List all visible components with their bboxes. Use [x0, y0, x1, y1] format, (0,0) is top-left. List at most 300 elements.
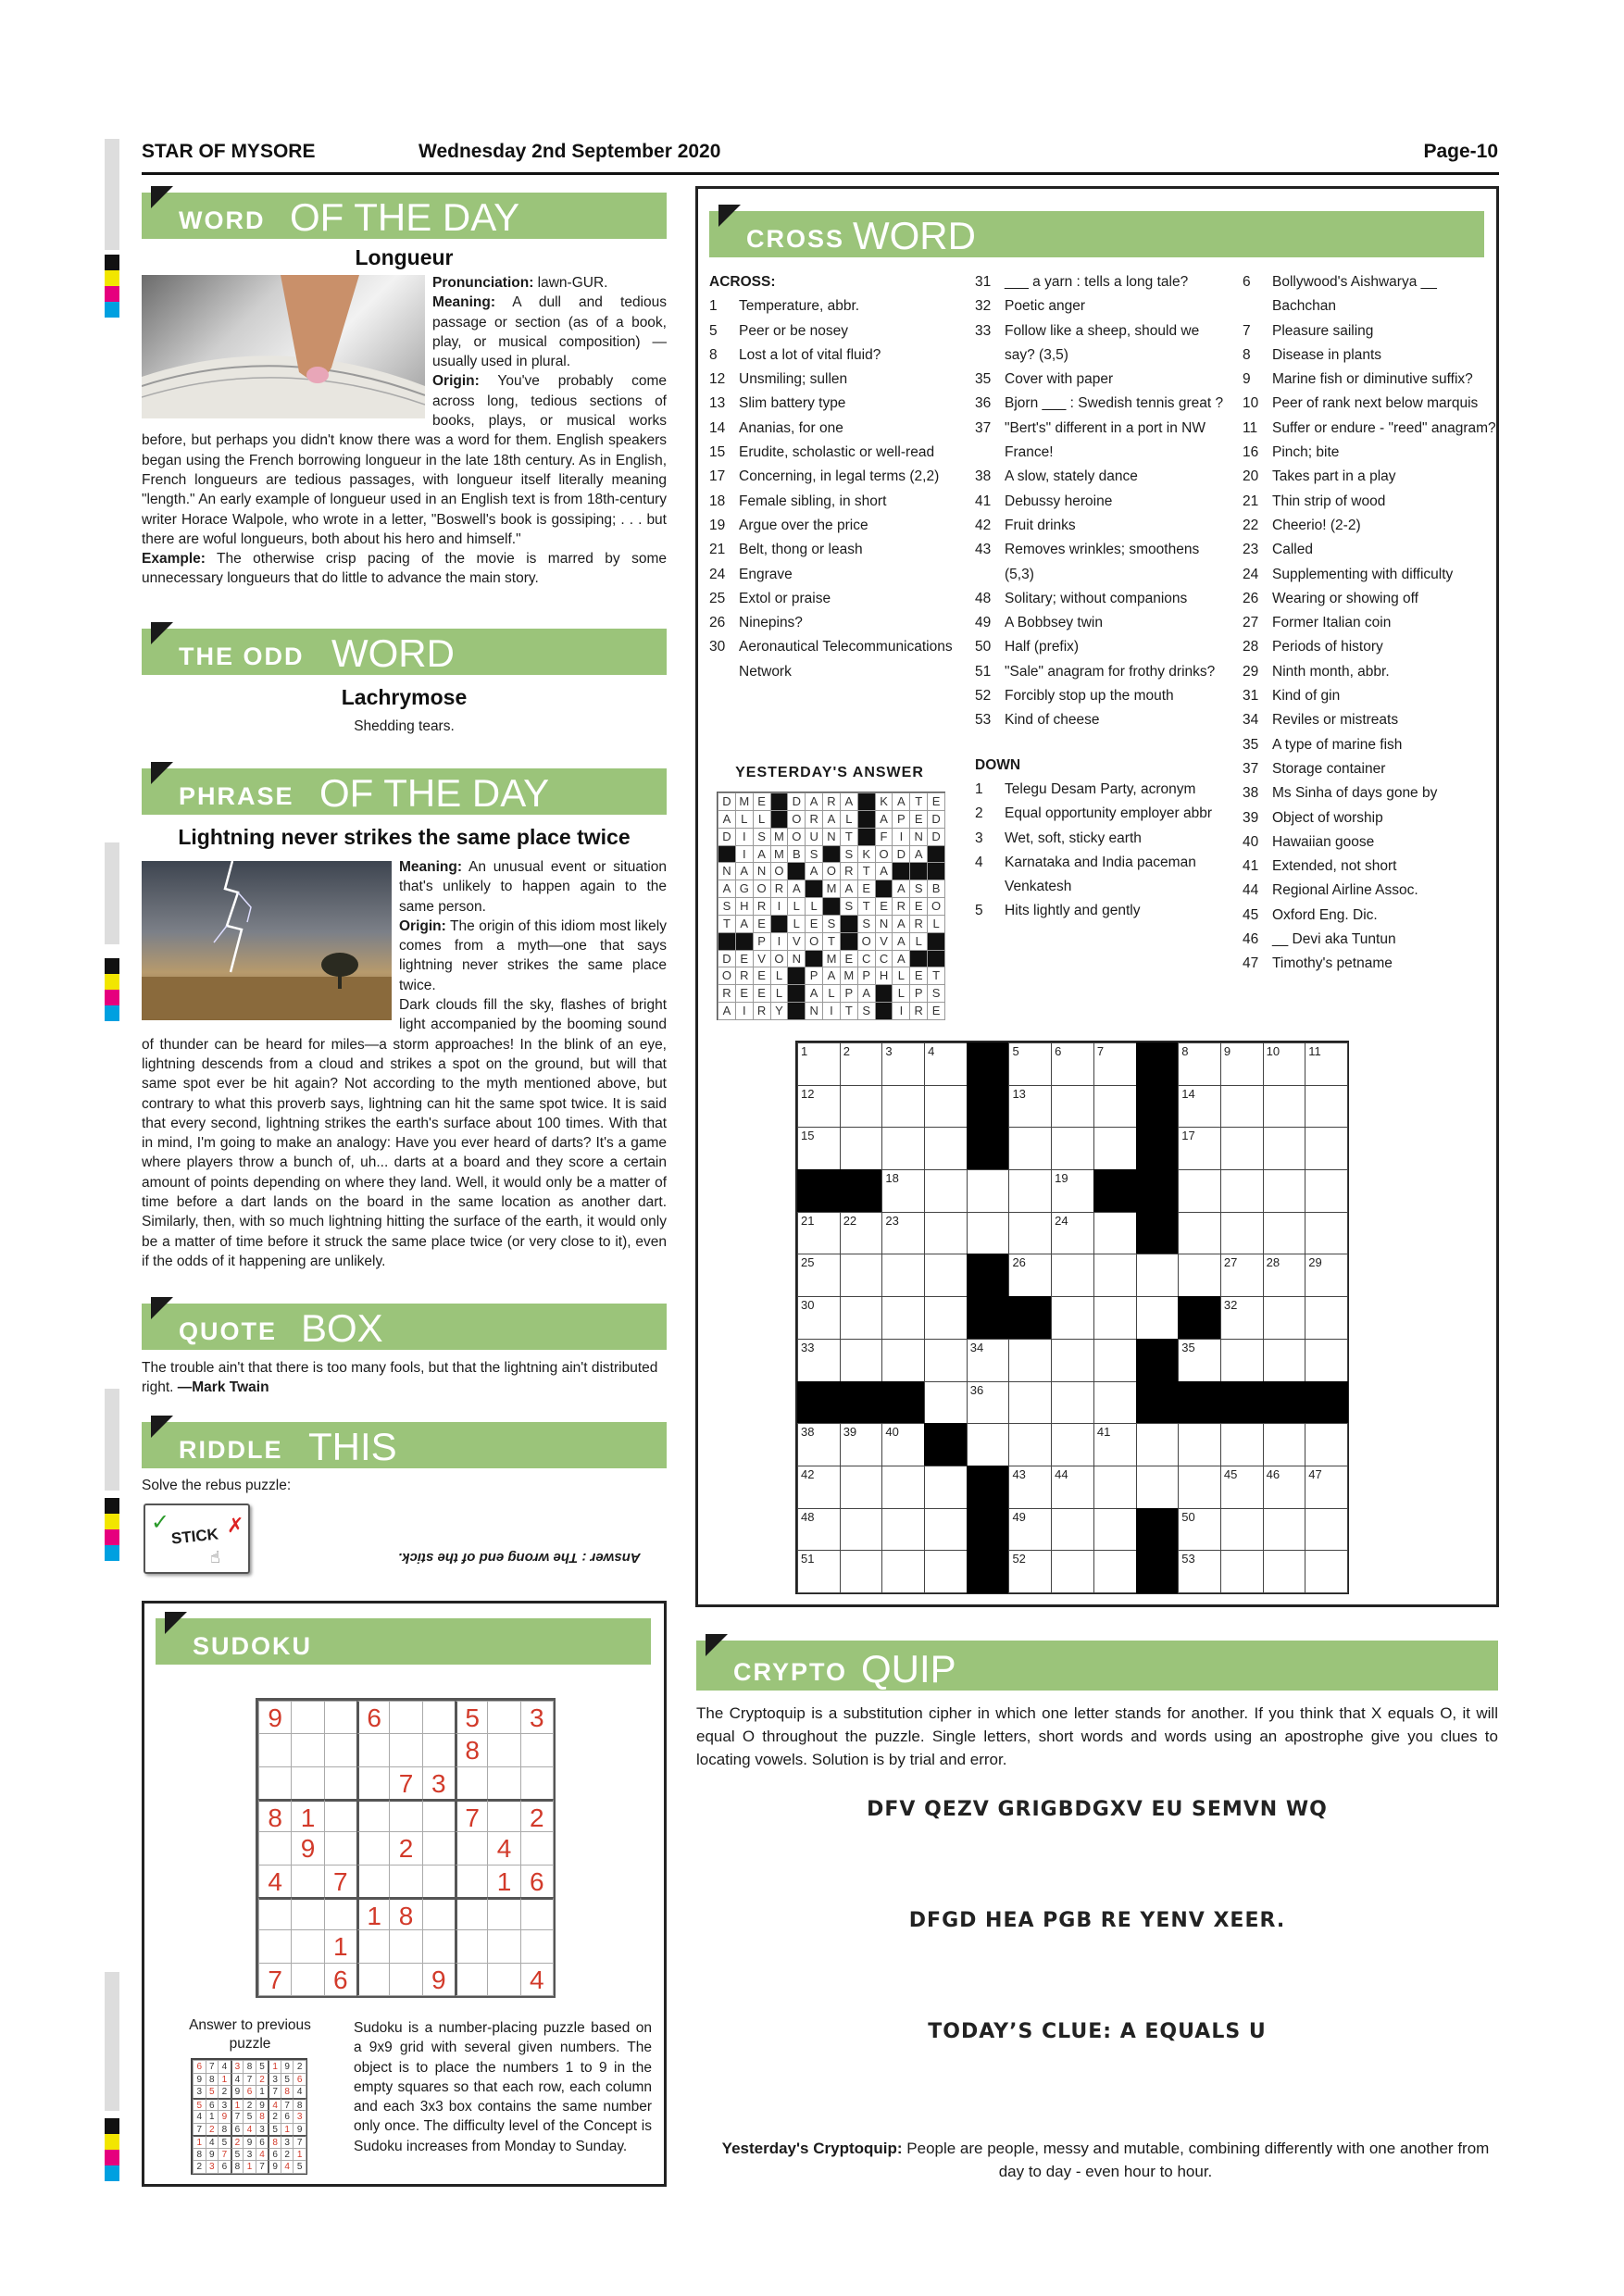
- crossword-cell[interactable]: [1220, 1423, 1264, 1466]
- clue-item: [1243, 563, 1497, 587]
- crossword-cell[interactable]: [797, 1127, 841, 1170]
- sudoku-cell[interactable]: [455, 1865, 488, 1898]
- crossword-cell[interactable]: [924, 1254, 968, 1297]
- clue-number: 22: [1243, 517, 1259, 533]
- crossword-cell[interactable]: [797, 1085, 841, 1129]
- clue-number: 12: [709, 371, 726, 388]
- crossword-cell[interactable]: [1008, 1254, 1052, 1297]
- crossword-cell[interactable]: [797, 1296, 841, 1340]
- black-cell: [1136, 1550, 1180, 1593]
- crossword-cell[interactable]: [1305, 1550, 1348, 1593]
- sudoku-cell[interactable]: [422, 1701, 456, 1734]
- crossword-cell[interactable]: [924, 1085, 968, 1129]
- crossword-cell[interactable]: [797, 1254, 841, 1297]
- cell-number: 17: [1181, 1129, 1195, 1143]
- crossword-cell[interactable]: [1093, 1466, 1137, 1509]
- previous-sudoku-cell: 9: [218, 2110, 231, 2124]
- sudoku-cell: 2: [389, 1831, 422, 1865]
- sudoku-cell[interactable]: [356, 1766, 390, 1800]
- crossword-cell[interactable]: [881, 1127, 925, 1170]
- answer-cell: U: [805, 828, 823, 846]
- sudoku-cell[interactable]: [422, 1831, 456, 1865]
- crossword-cell[interactable]: [1051, 1381, 1094, 1425]
- crossword-cell[interactable]: [1178, 1466, 1221, 1509]
- crossword-cell[interactable]: [967, 1423, 1010, 1466]
- crossword-cell[interactable]: [1051, 1508, 1094, 1552]
- clue-number: 1: [709, 298, 718, 315]
- sudoku-cell[interactable]: [291, 1733, 324, 1766]
- crossword-cell[interactable]: [881, 1296, 925, 1340]
- sudoku-cell[interactable]: [324, 1733, 357, 1766]
- black-cell: [967, 1254, 1010, 1297]
- crossword-cell[interactable]: [881, 1254, 925, 1297]
- clue-text: Equal opportunity employer abbr: [1005, 805, 1213, 822]
- crossword-cell[interactable]: [1093, 1381, 1137, 1425]
- crossword-cell[interactable]: [881, 1212, 925, 1255]
- crossword-cell[interactable]: [840, 1508, 883, 1552]
- previous-sudoku-cell: 9: [206, 2148, 219, 2162]
- page-number: Page-10: [1423, 141, 1498, 162]
- crossword-cell[interactable]: [1051, 1127, 1094, 1170]
- crossword-cell[interactable]: [797, 1466, 841, 1509]
- sudoku-cell[interactable]: [455, 1897, 488, 1930]
- crossword-cell[interactable]: [967, 1381, 1010, 1425]
- sudoku-cell[interactable]: [258, 1897, 292, 1930]
- crossword-cell[interactable]: [1093, 1127, 1137, 1170]
- text: A dull and tedious passage or section (as of a book, play, or musical composition) — usually used in plural.: [432, 294, 667, 370]
- crossword-cell[interactable]: [1263, 1042, 1306, 1086]
- registration-swatch: [105, 1529, 119, 1545]
- clue-item: [975, 899, 1225, 923]
- crossword-cell[interactable]: [1220, 1466, 1264, 1509]
- sudoku-cell[interactable]: [356, 1963, 390, 1996]
- crossword-cell[interactable]: [1051, 1339, 1094, 1382]
- crossword-cell[interactable]: [1093, 1085, 1137, 1129]
- sudoku-cell[interactable]: [487, 1733, 520, 1766]
- answer-cell: E: [753, 984, 771, 1003]
- text: The trouble ain't that there is too many fools, but that the lightning ain't distributed right.: [142, 1360, 658, 1396]
- previous-sudoku-grid: [191, 2058, 307, 2175]
- crossword-cell[interactable]: [1178, 1423, 1221, 1466]
- registration-swatch: [105, 2118, 119, 2134]
- crossword-cell[interactable]: [1220, 1042, 1264, 1086]
- band-title-light: QUIP: [861, 1647, 956, 1691]
- crossword-cell[interactable]: [1008, 1339, 1052, 1382]
- clue-text: Poetic anger: [1005, 298, 1086, 315]
- crossword-cell[interactable]: [1008, 1169, 1052, 1213]
- crossword-cell[interactable]: [924, 1296, 968, 1340]
- crossword-cell[interactable]: [1220, 1550, 1264, 1593]
- sudoku-cell[interactable]: [291, 1701, 324, 1734]
- crossword-cell[interactable]: [1305, 1169, 1348, 1213]
- answer-cell: E: [909, 810, 928, 829]
- sudoku-cell[interactable]: [422, 1897, 456, 1930]
- crossword-cell[interactable]: [1178, 1254, 1221, 1297]
- crossword-cell[interactable]: [1093, 1550, 1137, 1593]
- black-cell: [875, 880, 893, 898]
- answer-cell: K: [857, 845, 876, 864]
- clue-text: Periods of history: [1272, 639, 1383, 655]
- black-cell: [857, 828, 876, 846]
- crossword-cell[interactable]: [840, 1254, 883, 1297]
- crossword-cell[interactable]: [881, 1169, 925, 1213]
- answer-cell: A: [840, 792, 858, 811]
- answer-cell: O: [770, 862, 789, 880]
- crossword-cell[interactable]: [1305, 1254, 1348, 1297]
- crossword-cell[interactable]: [924, 1339, 968, 1382]
- cell-number: 25: [801, 1255, 815, 1270]
- clue-item: [1243, 952, 1497, 976]
- sudoku-cell[interactable]: [324, 1701, 357, 1734]
- crossword-cell[interactable]: [840, 1466, 883, 1509]
- crossword-cell[interactable]: [1051, 1254, 1094, 1297]
- crossword-cell[interactable]: [1093, 1423, 1137, 1466]
- clue-text: Ninepins?: [739, 615, 803, 631]
- crossword-cell[interactable]: [1263, 1423, 1306, 1466]
- sudoku-cell[interactable]: [520, 1897, 554, 1930]
- cell-number: 51: [801, 1552, 815, 1566]
- previous-sudoku-cell: 2: [268, 2110, 281, 2124]
- sudoku-cell: 9: [258, 1701, 292, 1734]
- crossword-cell[interactable]: [924, 1550, 968, 1593]
- clue-item: [709, 392, 964, 416]
- crossword-cell[interactable]: [881, 1042, 925, 1086]
- crossword-cell[interactable]: [840, 1042, 883, 1086]
- clue-number: 15: [709, 444, 726, 461]
- crossword-cell[interactable]: [1220, 1169, 1264, 1213]
- sudoku-cell[interactable]: [389, 1701, 422, 1734]
- crossword-cell[interactable]: [1305, 1085, 1348, 1129]
- crossword-cell[interactable]: [881, 1085, 925, 1129]
- cell-number: 47: [1308, 1466, 1322, 1481]
- crossword-cell[interactable]: [1093, 1042, 1137, 1086]
- sudoku-cell[interactable]: [324, 1799, 357, 1832]
- crossword-cell[interactable]: [1263, 1169, 1306, 1213]
- crossword-cell[interactable]: [1051, 1550, 1094, 1593]
- sudoku-cell[interactable]: [455, 1963, 488, 1996]
- crossword-cell[interactable]: [1263, 1296, 1306, 1340]
- sudoku-cell[interactable]: [487, 1766, 520, 1800]
- crossword-cell[interactable]: [1178, 1042, 1221, 1086]
- clue-number: 32: [975, 298, 992, 315]
- clue-number: 11: [1243, 419, 1258, 436]
- crossword-cell[interactable]: [1178, 1339, 1221, 1382]
- sudoku-cell[interactable]: [291, 1766, 324, 1800]
- cell-number: 49: [1012, 1509, 1026, 1524]
- crossword-cell[interactable]: [1263, 1254, 1306, 1297]
- crossword-cell[interactable]: [1093, 1296, 1137, 1340]
- crossword-cell[interactable]: [1178, 1508, 1221, 1552]
- clue-number: 26: [1243, 590, 1259, 606]
- word-definition: [142, 273, 667, 589]
- clue-item: [1243, 879, 1497, 903]
- sudoku-cell[interactable]: [487, 1897, 520, 1930]
- clue-item: [709, 587, 964, 611]
- answer-cell: R: [840, 862, 858, 880]
- crossword-cell[interactable]: [840, 1296, 883, 1340]
- crossword-cell[interactable]: [1093, 1508, 1137, 1552]
- sudoku-cell[interactable]: [258, 1929, 292, 1963]
- cell-number: 30: [801, 1298, 815, 1313]
- crossword-cell[interactable]: [1008, 1550, 1052, 1593]
- sudoku-cell[interactable]: [291, 1865, 324, 1898]
- crossword-cell[interactable]: [797, 1550, 841, 1593]
- crossword-cell[interactable]: [1220, 1127, 1264, 1170]
- crossword-cell[interactable]: [1093, 1339, 1137, 1382]
- crossword-cell[interactable]: [1220, 1296, 1264, 1340]
- crossword-cell[interactable]: [1305, 1466, 1348, 1509]
- crossword-cell[interactable]: [1136, 1466, 1180, 1509]
- sudoku-cell[interactable]: [520, 1929, 554, 1963]
- previous-sudoku-cell: 7: [256, 2160, 269, 2174]
- crossword-cell[interactable]: [1305, 1339, 1348, 1382]
- crossword-cell[interactable]: [1220, 1339, 1264, 1382]
- sudoku-cell[interactable]: [520, 1831, 554, 1865]
- crossword-cell[interactable]: [1136, 1254, 1180, 1297]
- crossword-cell[interactable]: [1305, 1508, 1348, 1552]
- sudoku-cell[interactable]: [455, 1831, 488, 1865]
- crossword-cell[interactable]: [1093, 1254, 1137, 1297]
- crossword-cell[interactable]: [797, 1423, 841, 1466]
- clue-list: [975, 270, 1225, 733]
- clue-item: [1243, 611, 1497, 635]
- sudoku-cell[interactable]: [356, 1865, 390, 1898]
- yesterday-answer-grid: [717, 792, 945, 1020]
- crossword-cell[interactable]: [1051, 1212, 1094, 1255]
- crossword-cell[interactable]: [1305, 1212, 1348, 1255]
- crossword-cell[interactable]: [1263, 1339, 1306, 1382]
- sudoku-cell[interactable]: [291, 1897, 324, 1930]
- clue-item: [1243, 708, 1497, 732]
- answer-cell: I: [770, 897, 789, 916]
- crossword-cell[interactable]: [1305, 1127, 1348, 1170]
- clue-text: Oxford Eng. Dic.: [1272, 906, 1378, 923]
- clue-item: [709, 417, 964, 441]
- crossword-cell[interactable]: [1136, 1423, 1180, 1466]
- crossword-cell[interactable]: [881, 1423, 925, 1466]
- crossword-cell[interactable]: [1051, 1466, 1094, 1509]
- sudoku-cell[interactable]: [356, 1733, 390, 1766]
- crossword-cell[interactable]: [967, 1212, 1010, 1255]
- clue-number: 38: [1243, 785, 1259, 802]
- crossword-cell[interactable]: [1008, 1508, 1052, 1552]
- crossword-cell[interactable]: [1136, 1296, 1180, 1340]
- crossword-cell[interactable]: [1263, 1508, 1306, 1552]
- black-cell: [840, 932, 858, 951]
- sudoku-cell[interactable]: [356, 1831, 390, 1865]
- clue-item: [1243, 343, 1497, 368]
- clue-text: Bollywood's Aishwarya __ Bachchan: [1272, 274, 1437, 315]
- crossword-band: [709, 211, 1484, 257]
- flag-icon: [165, 1612, 187, 1634]
- odd-word-band: [142, 629, 667, 675]
- cell-number: 46: [1266, 1466, 1280, 1481]
- crossword-cell[interactable]: [1263, 1127, 1306, 1170]
- cell-number: 9: [1223, 1044, 1231, 1058]
- crossword-cell[interactable]: [1051, 1296, 1094, 1340]
- crossword-cell[interactable]: [1263, 1212, 1306, 1255]
- answer-cell: M: [822, 880, 841, 898]
- crossword-cell[interactable]: [881, 1550, 925, 1593]
- previous-sudoku-cell: 4: [231, 2073, 244, 2087]
- crossword-cell[interactable]: [1220, 1085, 1264, 1129]
- sudoku-cell: 3: [422, 1766, 456, 1800]
- black-cell: [1136, 1508, 1180, 1552]
- sudoku-cell[interactable]: [455, 1766, 488, 1800]
- crossword-cell[interactable]: [1263, 1085, 1306, 1129]
- black-cell: [924, 1423, 968, 1466]
- sudoku-cell: 7: [324, 1865, 357, 1898]
- sudoku-cell[interactable]: [389, 1733, 422, 1766]
- crossword-cell[interactable]: [840, 1212, 883, 1255]
- clue-text: Unsmiling; sullen: [739, 371, 848, 388]
- clue-text: Thin strip of wood: [1272, 493, 1386, 509]
- clue-text: Aeronautical Telecommunications Network: [739, 639, 953, 680]
- crossword-cell[interactable]: [1305, 1296, 1348, 1340]
- crossword-cell[interactable]: [924, 1127, 968, 1170]
- crossword-cell[interactable]: [1008, 1127, 1052, 1170]
- sudoku-cell[interactable]: [455, 1929, 488, 1963]
- crossword-cell[interactable]: [1305, 1423, 1348, 1466]
- crossword-cell[interactable]: [881, 1339, 925, 1382]
- previous-sudoku-cell: 5: [293, 2160, 306, 2174]
- sudoku-cell[interactable]: [258, 1766, 292, 1800]
- crossword-cell[interactable]: [797, 1042, 841, 1086]
- clue-text: Erudite, scholastic or well-read: [739, 444, 935, 461]
- answer-cell: T: [840, 828, 858, 846]
- clue-text: Marine fish or diminutive suffix?: [1272, 371, 1473, 388]
- crossword-cell[interactable]: [1178, 1550, 1221, 1593]
- sudoku-cell[interactable]: [487, 1963, 520, 1996]
- crossword-cell[interactable]: [1008, 1466, 1052, 1509]
- crossword-cell[interactable]: [1178, 1169, 1221, 1213]
- sudoku-cell[interactable]: [389, 1963, 422, 1996]
- clue-item: [1243, 806, 1497, 830]
- band-title-bold: PHRASE: [179, 782, 294, 810]
- crossword-cell[interactable]: [924, 1169, 968, 1213]
- cell-number: 40: [885, 1425, 899, 1440]
- crossword-cell[interactable]: [1008, 1381, 1052, 1425]
- previous-sudoku-cell: 2: [281, 2148, 294, 2162]
- crossword-cell[interactable]: [881, 1508, 925, 1552]
- previous-sudoku-cell: 6: [193, 2060, 206, 2074]
- crossword-cell[interactable]: [1263, 1466, 1306, 1509]
- crossword-cell[interactable]: [1051, 1085, 1094, 1129]
- answer-cell: E: [927, 792, 945, 811]
- black-cell: [1305, 1381, 1348, 1425]
- answer-cell: T: [927, 967, 945, 985]
- black-cell: [1178, 1296, 1221, 1340]
- sudoku-cell[interactable]: [487, 1701, 520, 1734]
- crossword-cell[interactable]: [840, 1550, 883, 1593]
- crossword-cell[interactable]: [1008, 1042, 1052, 1086]
- sudoku-cell[interactable]: [356, 1929, 390, 1963]
- answer-cell: M: [822, 950, 841, 968]
- sudoku-cell[interactable]: [389, 1929, 422, 1963]
- crossword-cell[interactable]: [1008, 1085, 1052, 1129]
- crossword-cell[interactable]: [924, 1212, 968, 1255]
- sudoku-cell[interactable]: [422, 1799, 456, 1832]
- previous-sudoku-cell: 2: [256, 2073, 269, 2087]
- sudoku-grid: [256, 1698, 556, 1998]
- sudoku-cell[interactable]: [389, 1865, 422, 1898]
- sudoku-cell[interactable]: [324, 1766, 357, 1800]
- sudoku-cell[interactable]: [324, 1897, 357, 1930]
- crossword-cell[interactable]: [797, 1212, 841, 1255]
- previous-sudoku-cell: 7: [206, 2060, 219, 2074]
- crossword-cell[interactable]: [840, 1339, 883, 1382]
- sudoku-cell[interactable]: [356, 1799, 390, 1832]
- crossword-cell[interactable]: [1008, 1423, 1052, 1466]
- clue-number: 41: [975, 493, 992, 509]
- crossword-cell[interactable]: [797, 1508, 841, 1552]
- previous-sudoku-cell: 5: [256, 2060, 269, 2074]
- crossword-cell[interactable]: [1220, 1212, 1264, 1255]
- answer-cell: O: [805, 932, 823, 951]
- crossword-cell[interactable]: [1178, 1127, 1221, 1170]
- sudoku-cell[interactable]: [422, 1733, 456, 1766]
- clue-number: 33: [975, 322, 992, 339]
- crossword-cell[interactable]: [840, 1085, 883, 1129]
- crossword-cell[interactable]: [1051, 1042, 1094, 1086]
- clue-item: [1243, 684, 1497, 708]
- crossword-cell[interactable]: [1178, 1085, 1221, 1129]
- black-cell: [797, 1381, 841, 1425]
- clue-item: [709, 514, 964, 538]
- sudoku-cell[interactable]: [291, 1929, 324, 1963]
- sudoku-cell[interactable]: [258, 1831, 292, 1865]
- previous-sudoku-cell: 7: [193, 2123, 206, 2137]
- clue-text: Cover with paper: [1005, 371, 1114, 388]
- sudoku-cell[interactable]: [520, 1733, 554, 1766]
- crossword-cell[interactable]: [924, 1042, 968, 1086]
- crossword-cell[interactable]: [1220, 1254, 1264, 1297]
- crossword-cell[interactable]: [1220, 1508, 1264, 1552]
- crossword-cell[interactable]: [967, 1339, 1010, 1382]
- crossword-cell[interactable]: [840, 1423, 883, 1466]
- crossword-cell[interactable]: [1305, 1042, 1348, 1086]
- crossword-cell[interactable]: [924, 1381, 968, 1425]
- answer-cell: L: [735, 810, 754, 829]
- sudoku-cell[interactable]: [422, 1865, 456, 1898]
- previous-sudoku-cell: 7: [293, 2135, 306, 2149]
- crossword-cell[interactable]: [924, 1508, 968, 1552]
- sudoku-cell[interactable]: [389, 1799, 422, 1832]
- sudoku-cell[interactable]: [520, 1766, 554, 1800]
- crossword-cell[interactable]: [1008, 1212, 1052, 1255]
- crossword-cell[interactable]: [1263, 1550, 1306, 1593]
- crossword-cell[interactable]: [1178, 1212, 1221, 1255]
- answer-cell: B: [787, 845, 806, 864]
- answer-cell: A: [857, 984, 876, 1003]
- crossword-cell[interactable]: [967, 1169, 1010, 1213]
- sudoku-cell[interactable]: [422, 1929, 456, 1963]
- sudoku-cell[interactable]: [324, 1831, 357, 1865]
- crossword-cell[interactable]: [1051, 1423, 1094, 1466]
- crossword-cell[interactable]: [881, 1466, 925, 1509]
- crossword-cell[interactable]: [1051, 1169, 1094, 1213]
- crossword-cell[interactable]: [924, 1466, 968, 1509]
- crossword-cell[interactable]: [840, 1127, 883, 1170]
- sudoku-cell[interactable]: [291, 1963, 324, 1996]
- sudoku-band: [156, 1618, 651, 1665]
- sudoku-cell[interactable]: [258, 1733, 292, 1766]
- sudoku-cell[interactable]: [487, 1799, 520, 1832]
- black-cell: [770, 810, 789, 829]
- crossword-cell[interactable]: [1093, 1212, 1137, 1255]
- sudoku-cell[interactable]: [487, 1929, 520, 1963]
- crossword-cell[interactable]: [797, 1339, 841, 1382]
